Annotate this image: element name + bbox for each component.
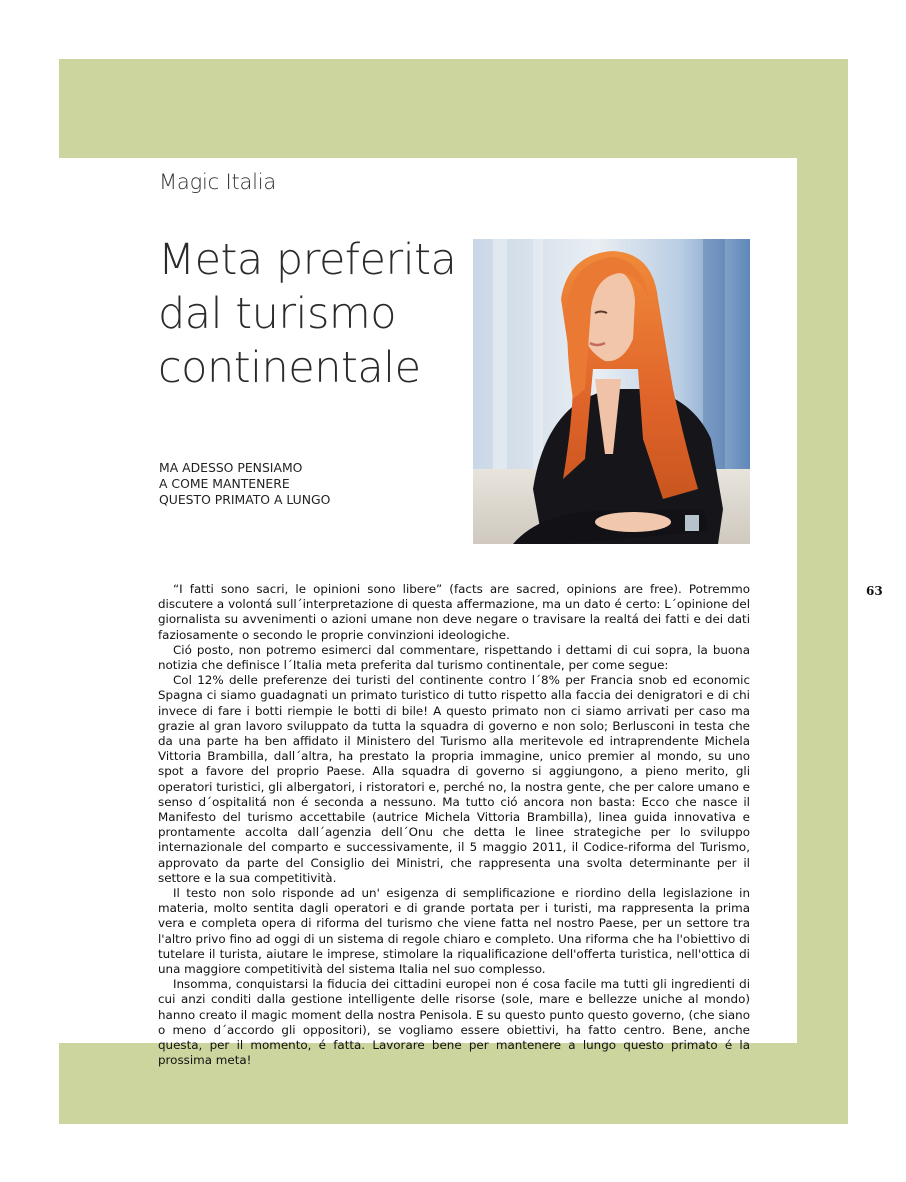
section-label: Magic Italia <box>159 170 277 194</box>
article-headline <box>158 233 468 395</box>
body-paragraph: Ció posto, non potremo esimerci dal commentare, rispettando i dettami di cui sopra, la buona notizia che definisce l´Italia meta preferita dal turismo continentale, per come segue: <box>158 642 750 673</box>
article-subhead <box>159 460 459 508</box>
headline-line: dal turismo <box>158 289 397 339</box>
body-paragraph: Insomma, conquistarsi la fiducia dei cittadini europei non é cosa facile ma tutti gli ingredienti di cui anzi conditi dalla gestione intelligente delle risorse (sole, mare e bellezze uniche al mondo) hanno creato il magic moment della nostra Penisola. E su questo punto questo governo, (che siano o meno d´accordo gli oppositori), se vogliamo essere obiettivi, ha fatto centro. Bene, anche questa, per il momento, é fatta. Lavorare bene per mantenere a lungo questo primato é la prossima meta! <box>158 977 750 1068</box>
page-number: 63 <box>866 584 883 598</box>
portrait-photo <box>473 239 750 544</box>
portrait-illustration <box>473 239 750 544</box>
headline-line: continentale <box>158 343 421 393</box>
subhead-line: MA ADESSO PENSIAMO <box>159 460 303 475</box>
body-paragraph: “I fatti sono sacri, le opinioni sono libere” (facts are sacred, opinions are free). Potremmo discutere a volontá sull´interpretazione di questa affermazione, ma un dato é certo: L´opinione del giornalista su avvenimenti o azioni umane non deve negare o travisare la realtá dei fatti e dei dati faziosamente o secondo le proprie convinzioni ideologiche. <box>158 582 750 642</box>
body-paragraph: Il testo non solo risponde ad un' esigenza di semplificazione e riordino della legislazione in materia, molto sentita dagli operatori e di grande portata per i turisti, ma rappresenta la prima vera e completa opera di riforma del turismo che viene fatta nel nostro Paese, per un settore tra l'altro privo fino ad oggi di un sistema di regole chiaro e completo. Una riforma che ha l'obiettivo di tutelare il turista, aiutare le imprese, stimolare la riqualificazione dell'offerta turistica, nell'ottica di una maggiore competitività del sistema Italia nel suo complesso. <box>158 886 750 977</box>
subhead-line: QUESTO PRIMATO A LUNGO <box>159 492 331 507</box>
body-paragraph: Col 12% delle preferenze dei turisti del continente contro l´8% per Francia snob ed economic Spagna ci siamo guadagnati un primato turistico di tutto rispetto alla faccia dei denigratori e di chi invece di fare i botti riempie le botti di bile! A questo primato non ci siamo arrivati per caso ma grazie al gran lavoro sviluppato da tutta la squadra di governo e non solo; Berlusconi in testa che da una parte ha ben affidato il Ministero del Turismo alla meritevole ed intraprendente Michela Vittoria Brambilla, dall´altra, ha prestato la propria immagine, unico premier al mondo, su uno spot a favore del proprio Paese. Alla squadra di governo si aggiungono, a pieno merito, gli operatori turistici, gli albergatori, i ristoratori e, perché no, la nostra gente, che per calore umano e senso d´ospitalitá non é seconda a nessuno. Ma tutto ció ancora non basta: Ecco che nasce il Manifesto del turismo accettabile (autrice Michela Vittoria Brambilla), linea guida innovativa e prontamente accolta dall´agenzia dell´Onu che detta le linee strategiche per lo sviluppo internazionale del comparto e successivamente, il 5 maggio 2011, il Codice-riforma del Turismo, approvato da parte del Consiglio dei Ministri, che rappresenta una svolta determinante per il settore e la sua competitività. <box>158 673 750 885</box>
article-body <box>158 582 750 1069</box>
subhead-line: A COME MANTENERE <box>159 476 290 491</box>
headline-line: Meta preferita <box>158 235 457 285</box>
